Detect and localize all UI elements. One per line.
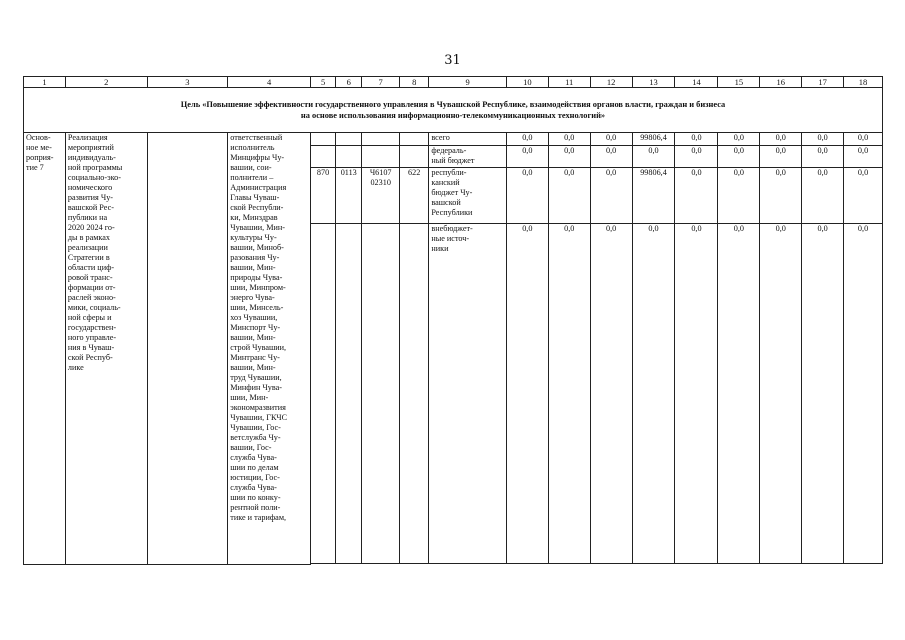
column-number-10: 10 [506,77,548,88]
value-cell: 0,0 [590,133,632,146]
empty-col-3 [147,133,228,565]
column-number-14: 14 [675,77,718,88]
value-cell: 99806,4 [632,168,675,224]
code-cell-empty [336,146,362,168]
column-number-3: 3 [147,77,228,88]
column-number-5: 5 [311,77,336,88]
column-number-8: 8 [400,77,429,88]
code-cell-empty [311,224,336,564]
value-cell: 0,0 [590,168,632,224]
column-number-7: 7 [362,77,400,88]
code-csr: Ч6107 02310 [362,168,400,224]
column-number-1: 1 [24,77,66,88]
column-number-18: 18 [844,77,883,88]
code-cell-empty [362,224,400,564]
value-cell: 0,0 [718,168,760,224]
value-cell: 0,0 [802,133,844,146]
value-cell: 0,0 [548,146,590,168]
column-number-4: 4 [228,77,311,88]
value-cell: 0,0 [590,146,632,168]
page-number: 31 [444,53,461,68]
value-cell: 0,0 [844,224,883,564]
value-cell: 0,0 [760,146,802,168]
source-total: всего [429,133,507,146]
value-cell: 0,0 [802,146,844,168]
value-cell: 0,0 [718,146,760,168]
value-cell: 0,0 [590,224,632,564]
code-cell-empty [311,146,336,168]
budget-table [23,76,883,565]
value-cell: 0,0 [675,146,718,168]
source-republican: республи- канский бюджет Чу- вашской Республики [429,168,507,224]
goal-line-1: Цель «Повышение эффективности государственного управления в Чувашской Республике, взаимодействия органов власти, граждан и бизнеса [180,100,726,109]
column-number-15: 15 [718,77,760,88]
value-cell: 0,0 [844,133,883,146]
executors-cell: ответственный исполнитель Минцифры Чу- вашии, сои- полнители – Администрация Главы Чуваш- ской Республи- ки, Минздрав Чувашии, Мин- культуры Чу- вашии, Миноб- разования Чу- вашии, Мин- природы Чува- шии, Минпром- энерго Чува- шии, Минсель- хоз Чувашии, Минспорт Чу- вашии, Мин- строй Чувашии, Минтранс Чу- вашии, Мин- труд Чувашии, Минфин Чува- шии, Мин- экономразвития Чувашии, ГКЧС Чувашии, Гос- ветслужба Чу- вашии, Гос- служба Чува- шии по делам юстиции, Гос- служба Чува- шии по конку- рентной поли- тике и тарифам, [228,133,311,565]
code-cell-empty [311,133,336,146]
code-rz-pr: 0113 [336,168,362,224]
code-cell-empty [362,146,400,168]
value-cell: 0,0 [675,224,718,564]
column-number-9: 9 [429,77,507,88]
column-number-12: 12 [590,77,632,88]
value-cell: 0,0 [506,168,548,224]
value-cell: 0,0 [548,133,590,146]
goal-line-2: на основе использования информационно-телекоммуникационных технологий» [300,111,606,120]
source-extrabudgetary: внебюджет- ные источ- ники [429,224,507,564]
value-cell: 99806,4 [632,133,675,146]
code-cell-empty [400,146,429,168]
code-cell-empty [400,224,429,564]
value-cell: 0,0 [844,168,883,224]
column-number-13: 13 [632,77,675,88]
value-cell: 0,0 [632,224,675,564]
code-cell-empty [362,133,400,146]
goal-heading [24,88,883,133]
value-cell: 0,0 [548,168,590,224]
value-cell: 0,0 [506,146,548,168]
value-cell: 0,0 [675,133,718,146]
value-cell: 0,0 [548,224,590,564]
value-cell: 0,0 [718,133,760,146]
code-vr: 622 [400,168,429,224]
value-cell: 0,0 [802,168,844,224]
source-federal: федераль- ный бюджет [429,146,507,168]
value-cell: 0,0 [718,224,760,564]
value-cell: 0,0 [760,224,802,564]
value-cell: 0,0 [844,146,883,168]
code-cell-empty [336,133,362,146]
column-number-6: 6 [336,77,362,88]
code-cell-empty [336,224,362,564]
column-number-2: 2 [65,77,147,88]
column-number-row [24,77,883,88]
column-number-16: 16 [760,77,802,88]
code-gr: 870 [311,168,336,224]
value-cell: 0,0 [760,168,802,224]
value-cell: 0,0 [506,224,548,564]
value-cell: 0,0 [632,146,675,168]
column-number-17: 17 [802,77,844,88]
value-cell: 0,0 [760,133,802,146]
value-cell: 0,0 [802,224,844,564]
value-cell: 0,0 [675,168,718,224]
value-cell: 0,0 [506,133,548,146]
measure-name-cell: Основ- ное ме- роприя- тие 7 [24,133,66,565]
column-number-11: 11 [548,77,590,88]
measure-description-cell: Реализация мероприятий индивидуаль- ной программы социально-эко- номического развития Чу- вашской Рес- публики на 2020 2024 го- ды в рамках реализации Стратегии в области циф- ровой транс- формации от- раслей эконо- мики, социаль- ной сферы и государствен- ного управле- ния в Чуваш- ской Респуб- лике [65,133,147,565]
code-cell-empty [400,133,429,146]
